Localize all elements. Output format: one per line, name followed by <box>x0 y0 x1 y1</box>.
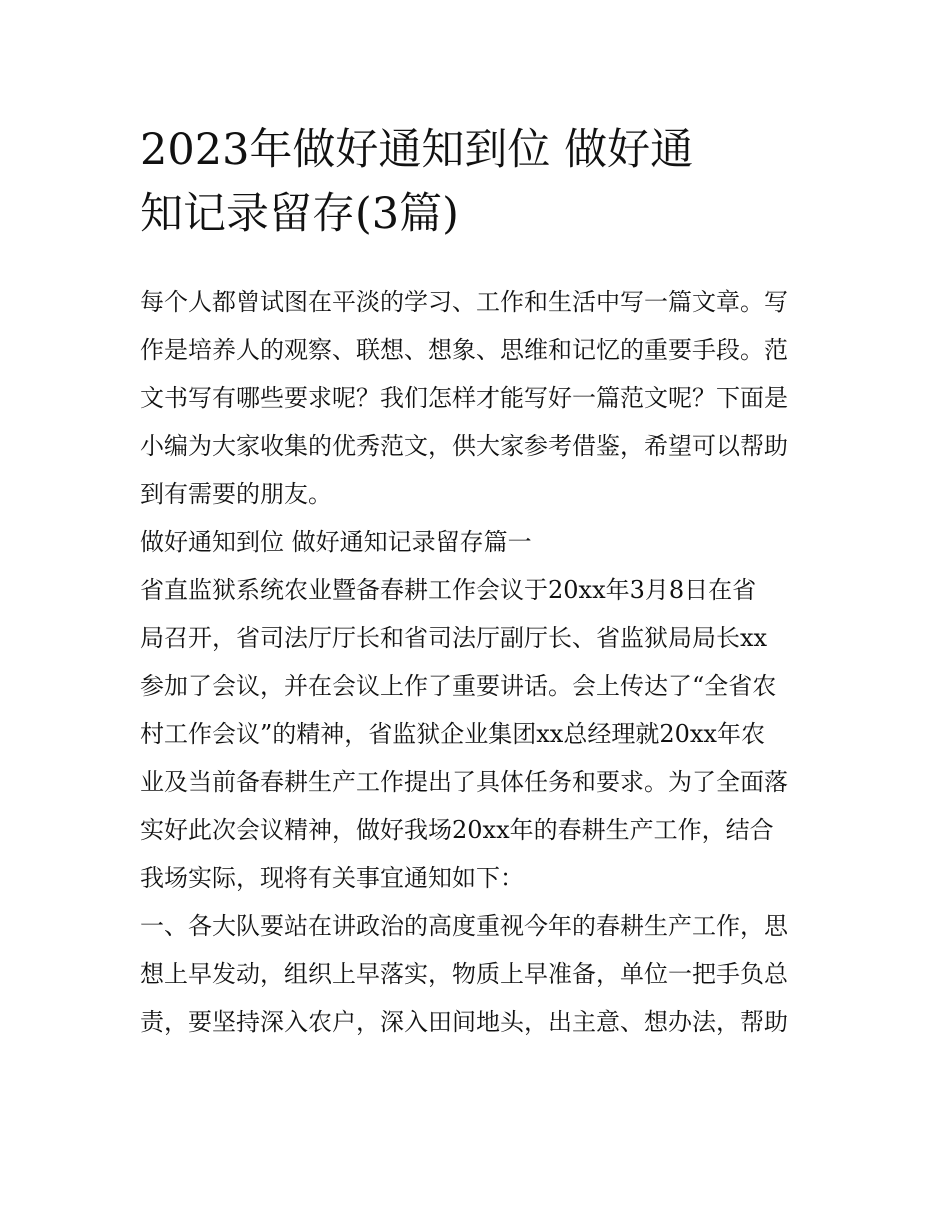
title-line-2: 知记录留存(3篇) <box>140 189 459 239</box>
body-line-5: 业及当前备春耕生产工作提出了具体任务和要求。为了全面落 <box>140 768 788 796</box>
body-line-3: 参加了会议，并在会议上作了重要讲话。会上传达了“全省农 <box>140 672 777 700</box>
intro-line-3: 文书写有哪些要求呢？我们怎样才能写好一篇范文呢？下面是 <box>140 384 788 412</box>
body-line-9: 想上早发动，组织上早落实，物质上早准备，单位一把手负总 <box>140 960 788 988</box>
body-line-2: 局召开，省司法厅厅长和省司法厅副厅长、省监狱局局长xx <box>140 624 768 652</box>
body-line-10: 责，要坚持深入农户，深入田间地头，出主意、想办法，帮助 <box>140 1008 788 1036</box>
body-line-7: 我场实际，现将有关事宜通知如下： <box>140 864 524 892</box>
body-line-8: 一、各大队要站在讲政治的高度重视今年的春耕生产工作，思 <box>140 912 788 940</box>
body-line-1: 省直监狱系统农业暨备春耕工作会议于20xx年3月8日在省 <box>140 576 757 604</box>
document-body <box>140 278 820 1046</box>
intro-line-4: 小编为大家收集的优秀范文，供大家参考借鉴，希望可以帮助 <box>140 432 788 460</box>
body-line-4: 村工作会议”的精神，省监狱企业集团xx总经理就20xx年农 <box>140 720 765 748</box>
intro-line-2: 作是培养人的观察、联想、想象、思维和记忆的重要手段。范 <box>140 336 788 364</box>
intro-line-5: 到有需要的朋友。 <box>140 480 332 508</box>
title-line-1: 2023年做好通知到位 做好通 <box>140 125 694 175</box>
intro-line-1: 每个人都曾试图在平淡的学习、工作和生活中写一篇文章。写 <box>140 288 788 316</box>
body-line-6: 实好此次会议精神，做好我场20xx年的春耕生产工作，结合 <box>140 816 774 844</box>
section-heading: 做好通知到位 做好通知记录留存篇一 <box>140 528 532 556</box>
document-title <box>140 118 820 246</box>
